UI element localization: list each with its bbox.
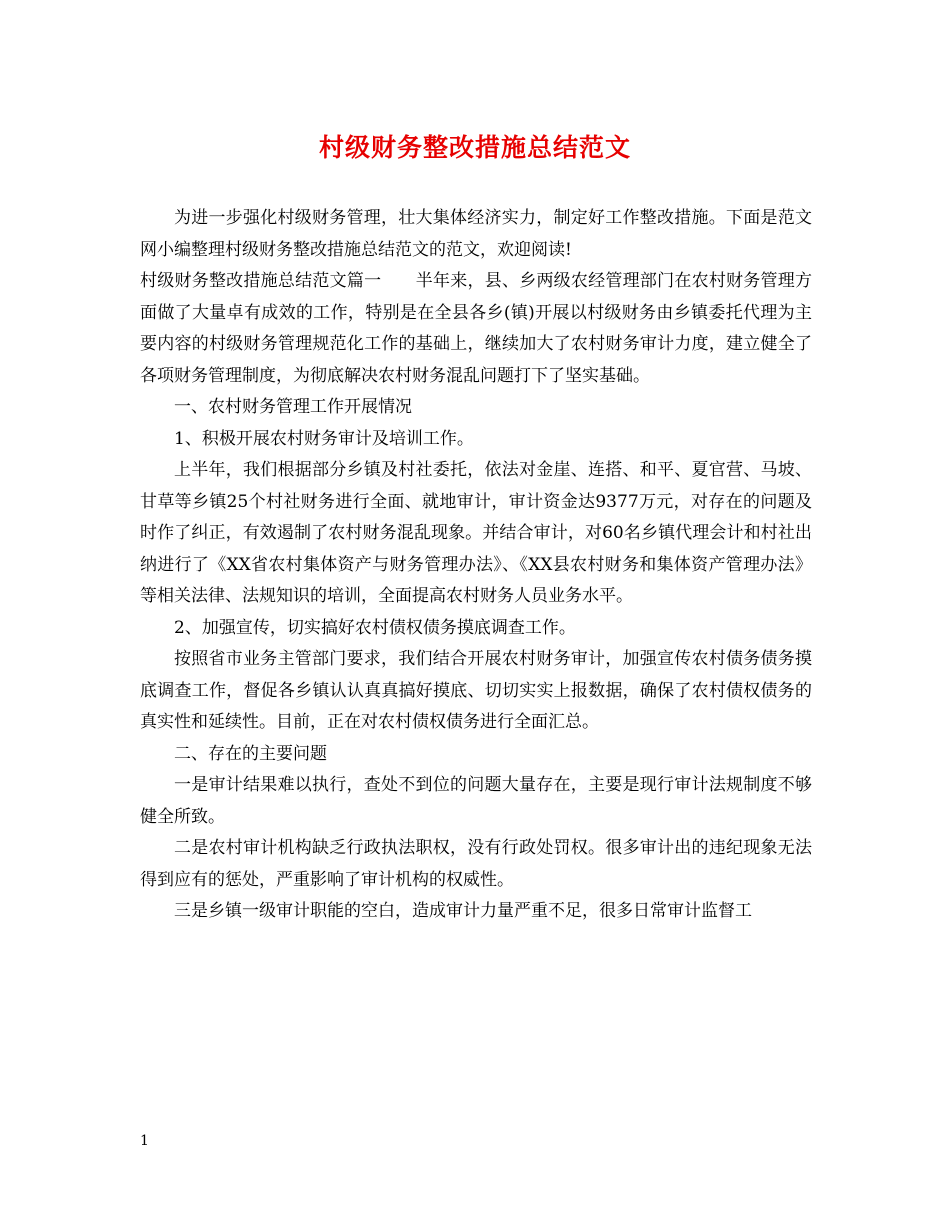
paragraph-audit-training: 上半年，我们根据部分乡镇及村社委托，依法对金崖、连搭、和平、夏官营、马坡、甘草等乡镇25个村社财务进行全面、就地审计，审计资金达9377万元，对存在的问题及时作了纠正，有效遏制了农村财务混乱现象。并结合审计，对60名乡镇代理会计和村社出纳进行了《XX省农村集体资产与财务管理办法》、《XX县农村财务和集体资产管理办法》等相关法律、法规知识的培训，全面提高农村财务人员业务水平。 (140, 460, 812, 606)
heading-main-problems: 二、存在的主要问题 (174, 743, 327, 764)
paragraph-problem-two: 二是农村审计机构缺乏行政执法职权，没有行政处罚权。很多审计出的违纪现象无法得到应有的惩处，严重影响了审计机构的权威性。 (140, 838, 812, 890)
subheading-audit-training: 1、积极开展农村财务审计及培训工作。 (174, 428, 474, 449)
paragraph-debt-survey: 按照省市业务主管部门要求，我们结合开展农村财务审计，加强宣传农村债务债务摸底调查工作，督促各乡镇认认真真搞好摸底、切切实实上报数据，确保了农村债权债务的真实性和延续性。目前，正在对农村债权债务进行全面汇总。 (140, 649, 812, 732)
heading-work-status: 一、农村财务管理工作开展情况 (174, 397, 412, 417)
paragraph-problem-one: 一是审计结果难以执行，查处不到位的问题大量存在，主要是现行审计法规制度不够健全所致。 (140, 775, 812, 827)
document-title: 村级财务整改措施总结范文 (318, 133, 631, 162)
paragraph-problem-three: 三是乡镇一级审计职能的空白，造成审计力量严重不足，很多日常审计监督工 (174, 901, 752, 921)
paragraph-intro: 为进一步强化村级财务管理，壮大集体经济实力，制定好工作整改措施。下面是范文网小编整理村级财务整改措施总结范文的范文，欢迎阅读! (140, 208, 812, 260)
paragraph-section-one: 村级财务整改措施总结范文篇一 半年来，县、乡两级农经管理部门在农村财务管理方面做了大量卓有成效的工作，特别是在全县各乡(镇)开展以村级财务由乡镇委托代理为主要内容的村级财务管理规范化工作的基础上，继续加大了农村财务审计力度，建立健全了各项财务管理制度，为彻底解决农村财务混乱问题打下了坚实基础。 (140, 271, 812, 386)
document-body (140, 203, 812, 928)
page-number: 1 (140, 1133, 149, 1149)
subheading-debt-survey: 2、加强宣传，切实搞好农村债权债务摸底调查工作。 (174, 617, 576, 638)
